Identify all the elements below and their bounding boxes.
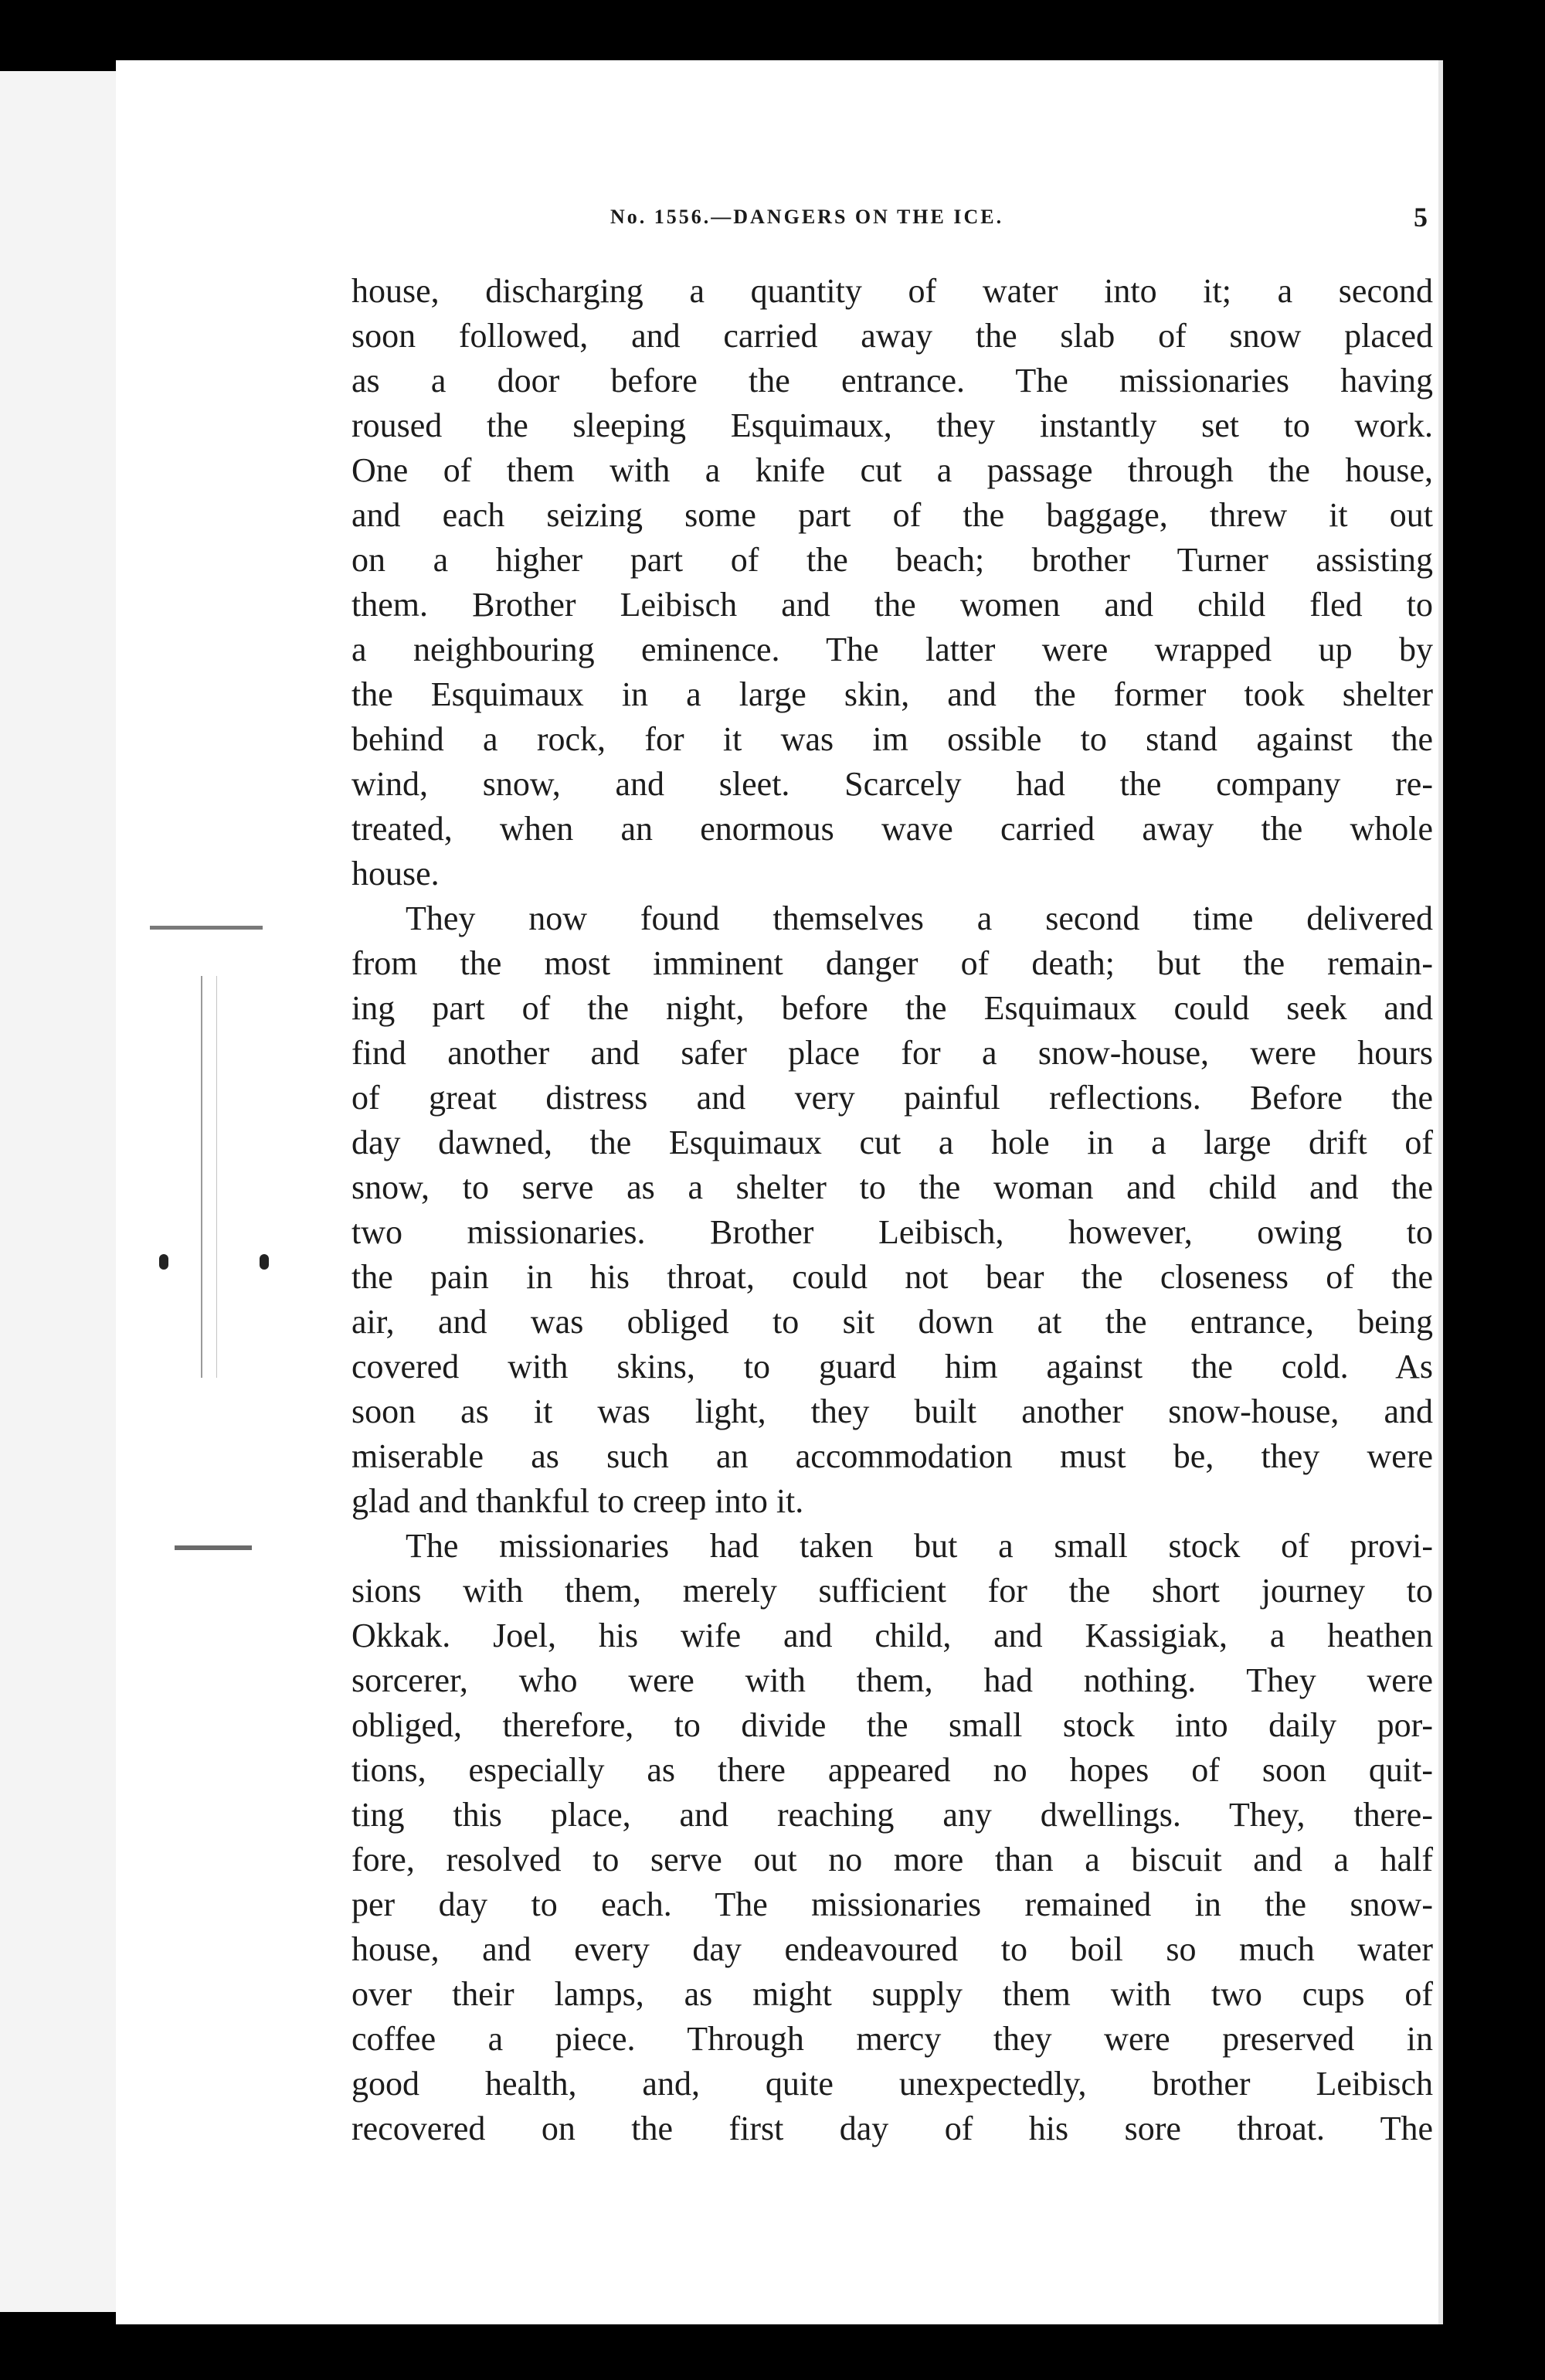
text-line: Okkak. Joel, his wife and child, and Kassigiak, a heathen — [351, 1617, 1433, 1654]
text-line: two missionaries. Brother Leibisch, however, owing to — [351, 1213, 1433, 1251]
text-line: treated, when an enormous wave carried away the whole — [351, 810, 1433, 848]
gutter-mark — [175, 1545, 252, 1550]
text-line: over their lamps, as might supply them with two cups of — [351, 1975, 1433, 2013]
text-line: soon as it was light, they built another snow-house, and — [351, 1392, 1433, 1430]
text-line: them. Brother Leibisch and the women and child fled to — [351, 586, 1433, 624]
text-line: good health, and, quite unexpectedly, brother Leibisch — [351, 2065, 1433, 2103]
page-number: 5 — [1414, 202, 1428, 233]
text-line: recovered on the first day of his sore throat. The — [351, 2110, 1433, 2147]
text-line: from the most imminent danger of death; but the remain- — [351, 944, 1433, 982]
text-line: of great distress and very painful reflections. Before the — [351, 1079, 1433, 1117]
text-line: tions, especially as there appeared no hopes of soon quit- — [351, 1751, 1433, 1789]
text-line: house. — [351, 855, 440, 892]
text-line: coffee a piece. Through mercy they were preserved in — [351, 2020, 1433, 2058]
body-text — [351, 269, 1433, 2151]
text-line: fore, resolved to serve out no more than a biscuit and a half — [351, 1841, 1433, 1878]
text-line: house, discharging a quantity of water into it; a second — [351, 272, 1433, 310]
text-line: They now found themselves a second time delivered — [406, 899, 1433, 937]
text-line: miserable as such an accommodation must be, they were — [351, 1437, 1433, 1475]
facing-page-edge — [0, 71, 131, 2312]
text-line: and each seizing some part of the baggage, threw it out — [351, 496, 1433, 534]
text-line: ting this place, and reaching any dwellings. They, there- — [351, 1796, 1433, 1834]
text-line: on a higher part of the beach; brother Turner assisting — [351, 541, 1433, 579]
gutter-mark — [150, 926, 263, 930]
running-header: No. 1556.—DANGERS ON THE ICE. — [610, 206, 1004, 228]
gutter-dot — [159, 1254, 168, 1270]
text-line: sorcerer, who were with them, had nothing. They were — [351, 1661, 1433, 1699]
text-line: air, and was obliged to sit down at the entrance, being — [351, 1303, 1433, 1341]
text-line: house, and every day endeavoured to boil so much water — [351, 1930, 1433, 1968]
text-line: behind a rock, for it was im ossible to stand against the — [351, 720, 1433, 758]
text-line: The missionaries had taken but a small stock of provi- — [406, 1527, 1433, 1565]
text-line: as a door before the entrance. The missionaries having — [351, 362, 1433, 400]
text-line: glad and thankful to creep into it. — [351, 1482, 804, 1520]
text-line: sions with them, merely sufficient for the short journey to — [351, 1572, 1433, 1610]
text-line: ing part of the night, before the Esquimaux could seek and — [351, 989, 1433, 1027]
gutter-binding-line — [201, 976, 217, 1378]
text-line: obliged, therefore, to divide the small stock into daily por- — [351, 1706, 1433, 1744]
text-line: a neighbouring eminence. The latter were wrapped up by — [351, 631, 1433, 668]
gutter-dot — [260, 1254, 269, 1270]
text-line: snow, to serve as a shelter to the woman and child and the — [351, 1168, 1433, 1206]
text-line: the pain in his throat, could not bear the closeness of the — [351, 1258, 1433, 1296]
text-line: wind, snow, and sleet. Scarcely had the company re- — [351, 765, 1433, 803]
text-line: per day to each. The missionaries remained in the snow- — [351, 1885, 1433, 1923]
text-line: roused the sleeping Esquimaux, they instantly set to work. — [351, 406, 1433, 444]
text-line: day dawned, the Esquimaux cut a hole in a large drift of — [351, 1124, 1433, 1161]
text-line: find another and safer place for a snow-house, were hours — [351, 1034, 1433, 1072]
text-line: One of them with a knife cut a passage through the house, — [351, 451, 1433, 489]
text-line: covered with skins, to guard him against the cold. As — [351, 1348, 1433, 1386]
text-line: the Esquimaux in a large skin, and the former took shelter — [351, 675, 1433, 713]
text-line: soon followed, and carried away the slab of snow placed — [351, 317, 1433, 355]
